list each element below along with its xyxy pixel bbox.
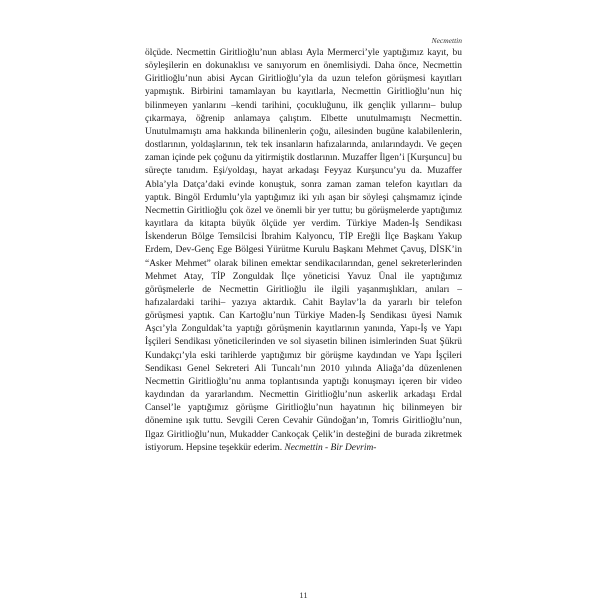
book-title-fragment: Necmettin - Bir Devrim- [284, 442, 377, 453]
page-number: 11 [299, 590, 308, 600]
body-text: ölçüde. Necmettin Giritlioğlu’nun ablası Ayla Mermerci’yle yaptığımız kayıt, bu söyleşilerin en dokunaklısı ve sanıyorum en önemlisiydi. Daha önce, Necmettin Giritlioğlu’nun abisi Aycan Giritlioğlu’yla da uzun telefon görüşmesi kayıtları yapmıştık. Birbirini tamamlayan bu kayıtlarla, Necmettin Giritlioğlu’nun hiç bilinmeyen yanlarını –kendi tarihini, çocukluğunu, ilk gençlik yıllarını– bulup çıkarmaya, öğrenip anlamaya çalıştım. Elbette unutulmamıştı Necmettin. Unutulmamıştı ama hakkında bilinenlerin çoğu, ailesinden bugüne kalabilenlerin, dostlarının, yoldaşlarının, tek tek insanların hafızalarında, anılarındaydı. Ve geçen zaman içinde pek çoğunu da yitirmiştik dostlarının. Muzaffer İlgen’i [Kurşuncu] bu süreçte tanıdım. Eşi/yoldaşı, hayat arkadaşı Feyyaz Kurşuncu’yu da. Muzaffer Abla’yla Datça’daki evinde konuştuk, sonra zaman zaman telefon kayıtları da yaptık. Bingöl Erdumlu’yla yaptığımız iki yılı aşan bir söyleşi çalışmamız içinde Necmettin Giritlioğlu çok özel ve önemli bir yer tuttu; bu görüşmelerde yaptığımız kayıtlara da kitapta büyük ölçüde yer verdim. Türkiye Maden-İş Sendikası İskenderun Bölge Temsilcisi İbrahim Kalyoncu, TİP Ereğli İlçe Başkanı Yakup Erdem, Dev-Genç Ege Bölgesi Yürütme Kurulu Başkanı Mehmet Çavuş, DİSK’in “Asker Mehmet” olarak bilinen emektar sendikacılarından, genel sekreterlerinden Mehmet Atay, TİP Zonguldak İlçe yöneticisi Yavuz Ünal ile yaptığımız görüşmelerle de Necmettin Giritlioğlu ile ilgili yaşanmışlıkları, anıları –hafızalardaki tarihi– yazıya aktardık. Cahit Baylav’la da yararlı bir telefon görüşmesi yaptık. Can Kartoğlu’nun Türkiye Maden-İş Sendikası üyesi Namık Aşcı’yla Zonguldak’ta yaptığı görüşmenin kayıtlarının yanında, Yapı-İş ve Yapı İşçileri Sendikası yöneticilerinden ve sol siyasetin bilinen isimlerinden Suat Şükrü Kundakçı’yla eski tarihlerde yaptığımız bir görüşme kaydından ve Yapı İşçileri Sendikası Genel Sekreteri Ali Tuncalı’nın 2010 yılında Aliağa’da düzenlenen Necmettin Giritlioğlu’nu anma toplantısında yaptığı konuşmayı içeren bir video kaydından da yararlandım. Necmettin Giritlioğlu’nun askerlik arkadaşı Erdal Cansel’le yaptığımız görüşme Giritlioğlu’nun hayatının hiç bilinmeyen bir dönemine ışık tuttu. Sevgili Ceren Cevahir Gündoğan’ın, Tomris Giritlioğlu’nun, Ilgaz Giritlioğlu’nun, Mukadder Cankoçak Çelik’in desteğini de burada zikretmek istiyorum. Hepsine teşekkür ederim. [145, 48, 462, 453]
running-header: Necmettin [431, 36, 462, 45]
body-paragraph [145, 47, 462, 455]
book-page [145, 36, 462, 600]
